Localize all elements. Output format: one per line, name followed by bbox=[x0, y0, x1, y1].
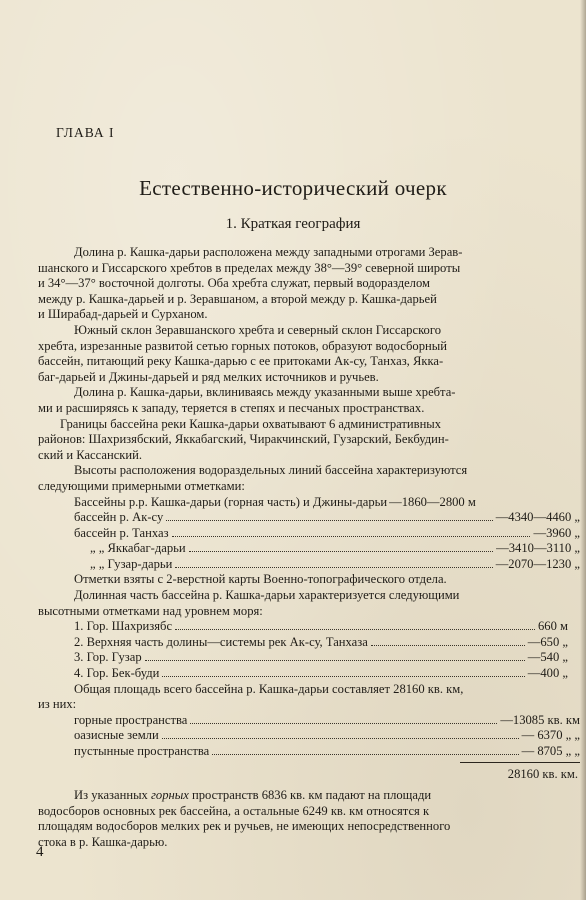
leader-dots bbox=[212, 753, 518, 755]
list-item bbox=[38, 526, 580, 542]
list-item-label: 1. Гор. Шахризябс bbox=[74, 619, 173, 634]
paragraph-1 bbox=[38, 245, 580, 323]
emphasis-text: горных bbox=[150, 788, 189, 803]
text-line: и Ширабад-дарьей и Сурханом. bbox=[38, 307, 208, 322]
list-item-value: — 6370 „ „ bbox=[521, 728, 580, 743]
text-line: хребта, изрезанные развитой сетью горных потоков, образуют водосборный bbox=[38, 338, 447, 353]
text-line: баг-дарьей и Джины-дарьей и ряд мелких источников и ручьев. bbox=[38, 369, 379, 384]
text-line: стока в р. Кашка-дарью. bbox=[38, 834, 168, 849]
list-item bbox=[38, 744, 580, 760]
text-span: Из указанных bbox=[74, 788, 151, 803]
sum-rule bbox=[460, 762, 580, 763]
list-item-value: —4340—4460 „ bbox=[495, 510, 580, 525]
list-item-label: „ „ Яккабаг-дарьи bbox=[90, 541, 186, 556]
section-heading: 1. Краткая география bbox=[225, 216, 361, 232]
list-item bbox=[38, 713, 580, 729]
text-line: Высоты расположения водораздельных линий бассейна характеризуются bbox=[74, 463, 468, 478]
text-line: площадям водосборов мелких рек и ручьев, не имеющих непосредственного bbox=[38, 819, 451, 834]
list-item-label: оазисные земли bbox=[74, 728, 159, 743]
paragraph-3 bbox=[38, 385, 580, 463]
list-item bbox=[38, 510, 580, 526]
list-item-label: горные пространства bbox=[74, 712, 188, 727]
body-text bbox=[38, 245, 580, 851]
list-item bbox=[38, 619, 580, 635]
list-item-value: —540 „ bbox=[527, 650, 568, 665]
text-line: следующими примерными отметками: bbox=[38, 478, 245, 493]
leader-dots bbox=[166, 519, 492, 521]
paragraph-2 bbox=[38, 323, 580, 385]
text-line: водосборов основных рек бассейна, а остальные 6249 кв. км относятся к bbox=[38, 803, 430, 818]
page-number: 4 bbox=[36, 844, 44, 860]
text-line: Долинная часть бассейна р. Кашка-дарьи характеризуется следующими bbox=[74, 588, 460, 603]
list-item-value: — 8705 „ „ bbox=[521, 744, 580, 758]
list-item bbox=[38, 666, 580, 682]
text-line: между р. Кашка-дарьей и р. Зеравшаном, а второй между р. Кашка-дарьей bbox=[38, 291, 437, 306]
list-item-value: —400 „ bbox=[527, 666, 568, 681]
list-item-value: —1860—2800 м bbox=[389, 494, 476, 509]
list-item-value: —3410—3110 „ bbox=[496, 541, 580, 556]
leader-dots bbox=[189, 550, 494, 552]
page-edge-shadow bbox=[580, 0, 586, 900]
text-line: ми и расширяясь к западу, теряется в степях и песчаных пространствах. bbox=[38, 400, 425, 415]
paragraph-8 bbox=[38, 788, 580, 850]
leader-dots bbox=[145, 659, 525, 661]
list-item-value: —650 „ bbox=[527, 634, 568, 649]
list-item bbox=[38, 541, 580, 557]
text-line: районов: Шахризябский, Яккабагский, Чиракчинский, Гузарский, Бекбудин- bbox=[38, 432, 449, 447]
paragraph-7 bbox=[38, 682, 580, 713]
list-item-label: 3. Гор. Гузар bbox=[74, 650, 142, 665]
leader-dots bbox=[175, 628, 535, 630]
list-item bbox=[38, 557, 580, 573]
area-list bbox=[38, 713, 580, 782]
text-line: Долина р. Кашка-дарьи расположена между западными отрогами Зерав- bbox=[74, 245, 463, 259]
list-item bbox=[38, 495, 580, 511]
leader-dots bbox=[162, 737, 519, 739]
list-item-label: бассейн р. Ак-су bbox=[74, 510, 164, 525]
leader-dots bbox=[162, 675, 524, 677]
list-item-value: —3960 „ bbox=[533, 525, 580, 540]
list-item-value: —2070—1230 „ bbox=[495, 556, 580, 571]
text-line: и 34°—37° восточной долготы. Оба хребта служат, первый водоразделом bbox=[38, 276, 430, 291]
text-line: ский и Кассанский. bbox=[38, 447, 143, 462]
leader-dots bbox=[190, 722, 497, 724]
paragraph-6 bbox=[38, 588, 580, 619]
heights-list bbox=[38, 495, 580, 573]
list-item bbox=[38, 650, 580, 666]
list-item-label: 2. Верхняя часть долины—системы рек Ак-су, Танхаза bbox=[74, 634, 368, 649]
text-line: из них: bbox=[38, 697, 77, 712]
leader-dots bbox=[175, 566, 492, 568]
paragraph-5: Отметки взяты с 2-верстной карты Военно-топографического отдела. bbox=[74, 572, 447, 587]
list-item-label: пустынные пространства bbox=[74, 744, 210, 758]
list-item-label: 4. Гор. Бек-буди bbox=[74, 666, 160, 681]
text-line bbox=[38, 788, 580, 804]
text-span: пространств 6836 кв. км падают на площади bbox=[188, 788, 432, 803]
text-line: высотными отметками над уровнем моря: bbox=[38, 603, 263, 618]
text-line: бассейн, питающий реку Кашка-дарью с ее притоками Ак-су, Танхаз, Якка- bbox=[38, 354, 444, 369]
list-item bbox=[38, 635, 580, 651]
text-line: Южный склон Зеравшанского хребта и северный склон Гиссарского bbox=[74, 322, 441, 337]
list-item bbox=[38, 728, 580, 744]
list-item-label: „ „ Гузар-дарьи bbox=[90, 556, 173, 571]
list-item-label: Бассейны р.р. Кашка-дарьи (горная часть) и Джины-дарьи bbox=[74, 494, 388, 509]
list-item-value: 660 м bbox=[537, 619, 568, 634]
text-line: Долина р. Кашка-дарьи, вклиниваясь между указанными выше хребта- bbox=[74, 385, 456, 400]
leader-dots bbox=[172, 535, 531, 537]
paragraph-4 bbox=[38, 463, 580, 494]
text-line: шанского и Гиссарского хребтов в пределах между 38°—39° северной широты bbox=[38, 260, 461, 275]
leader-dots bbox=[371, 644, 525, 646]
valley-heights-list bbox=[38, 619, 580, 681]
list-item-value: —13085 кв. км bbox=[500, 712, 580, 727]
list-item-label: бассейн р. Танхаз bbox=[74, 525, 169, 540]
text-line: Границы бассейна реки Кашка-дарьи охватывают 6 административных bbox=[60, 416, 442, 431]
text-line: Общая площадь всего бассейна р. Кашка-дарьи составляет 28160 кв. км, bbox=[74, 681, 464, 696]
page-title: Естественно-исторический очерк bbox=[139, 176, 447, 200]
chapter-heading: ГЛАВА I bbox=[56, 125, 115, 140]
area-total: 28160 кв. км. bbox=[507, 766, 578, 781]
